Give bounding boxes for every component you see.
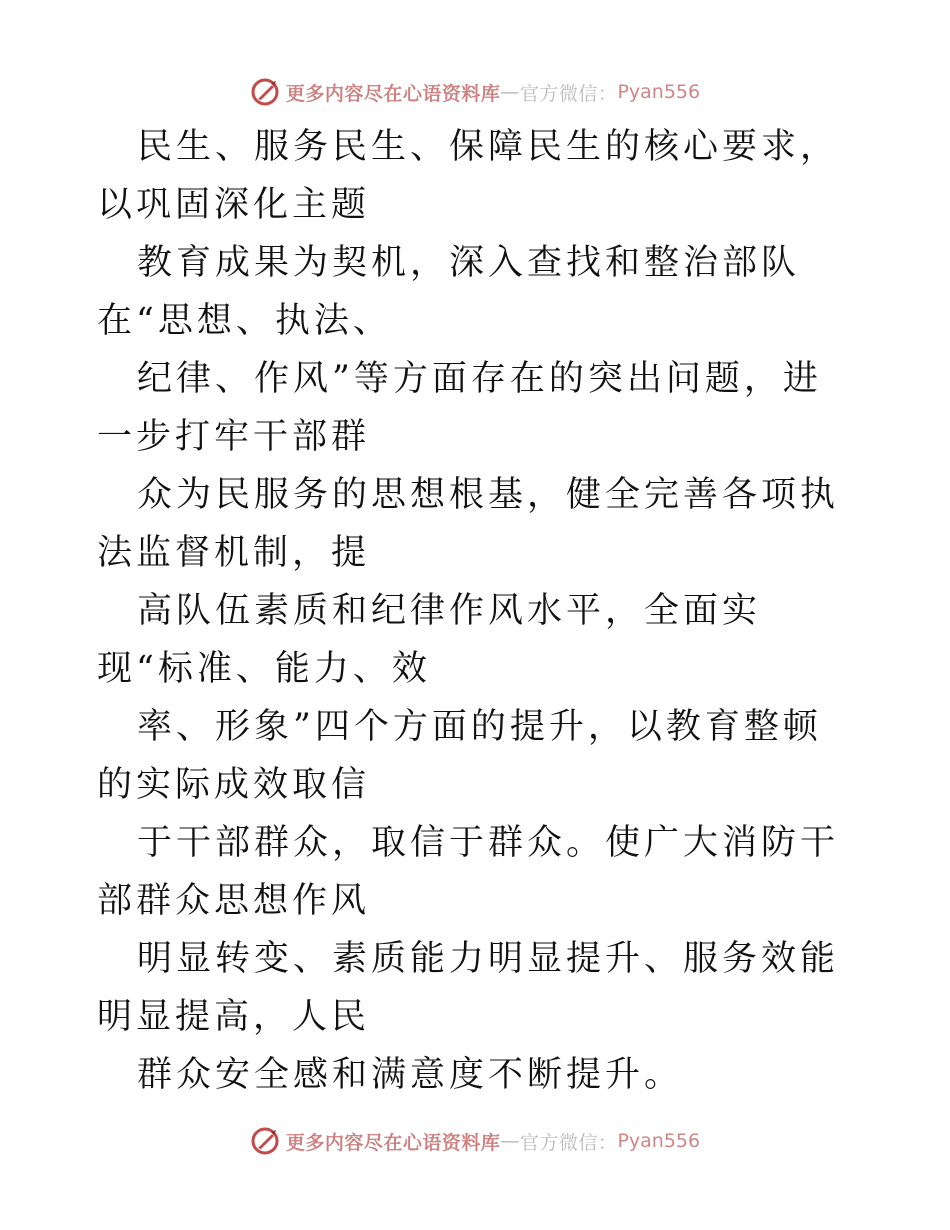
paragraph: 明显转变、素质能力明显提升、服务效能明显提高，人民 bbox=[97, 939, 840, 1037]
watermark-wechat-id: Pyan556 bbox=[617, 1130, 701, 1152]
watermark-brand: 更多内容尽在心语资料库 bbox=[285, 82, 501, 105]
watermark-brand: 更多内容尽在心语资料库 bbox=[285, 1131, 501, 1154]
quill-pen-circle-icon bbox=[250, 1126, 280, 1156]
paragraph: 高队伍素质和纪律作风水平，全面实现“标准、能力、效 bbox=[97, 591, 762, 689]
paragraph: 群众安全感和满意度不断提升。 bbox=[137, 1055, 684, 1095]
watermark-wechat-id: Pyan556 bbox=[617, 81, 701, 103]
paragraph: 众为民服务的思想根基，健全完善各项执法监督机制，提 bbox=[97, 475, 840, 573]
header-watermark bbox=[0, 72, 950, 112]
document-body bbox=[97, 118, 857, 1104]
watermark-separator: — bbox=[500, 1130, 520, 1152]
paragraph: 纪律、作风”等方面存在的突出问题，进一步打牢干部群 bbox=[97, 359, 822, 457]
footer-watermark bbox=[0, 1121, 950, 1161]
watermark-separator: — bbox=[500, 81, 520, 103]
watermark-official-label: 官方微信： bbox=[519, 1131, 618, 1154]
paragraph: 教育成果为契机，深入查找和整治部队在“思想、执法、 bbox=[97, 243, 801, 341]
paragraph: 率、形象”四个方面的提升，以教育整顿的实际成效取信 bbox=[97, 707, 822, 805]
paragraph: 民生、服务民生、保障民生的核心要求，以巩固深化主题 bbox=[97, 127, 840, 225]
quill-pen-circle-icon bbox=[250, 77, 280, 107]
paragraph: 于干部群众，取信于群众。使广大消防干部群众思想作风 bbox=[97, 823, 840, 921]
watermark-official-label: 官方微信： bbox=[519, 82, 618, 105]
